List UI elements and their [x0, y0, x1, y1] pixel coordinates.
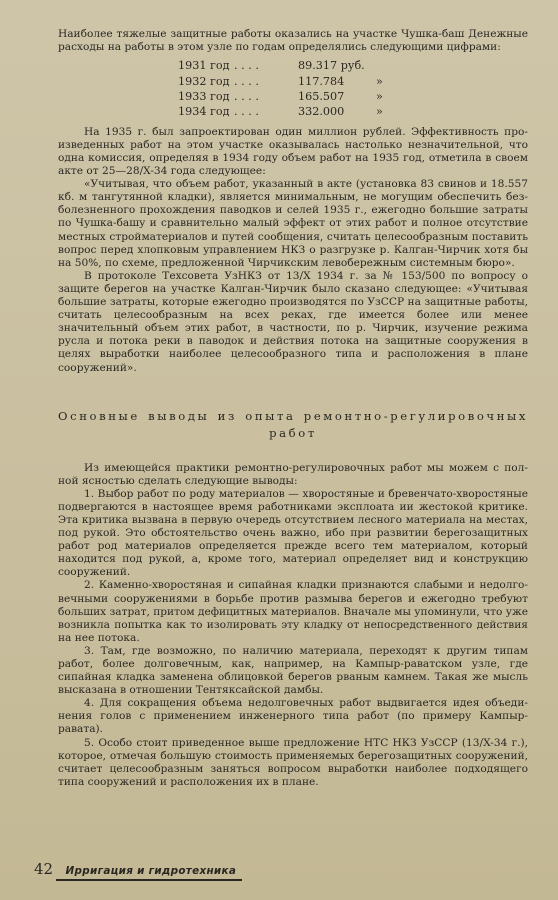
expense-unit: »: [376, 90, 383, 103]
expense-year: 1934 год: [178, 105, 230, 119]
expense-year: 1931 год: [178, 59, 230, 73]
conclusion-item: 3. Там, где возможно, по наличию материала, переходят к другим типам работ, более долговечным, как, например, на Кампыр-раватском узле, где сипайная кладка заменена облицовкой берегов рваным камнем. Такая же мысль высказана в отношении Тентяксайской дамбы.: [58, 644, 528, 697]
expense-row: [178, 89, 528, 104]
leader-dots: . . . .: [234, 74, 259, 88]
expense-value: 165.507: [298, 90, 345, 103]
journal-title: Ирригация и гидротехника: [65, 865, 237, 877]
intro-paragraph: Наиболее тяжелые защитные работы оказались на участке Чушка-баш Денежные расходы на работы в этом узле по годам определялись следующими цифрами:: [58, 28, 528, 54]
expense-unit: »: [376, 74, 383, 88]
conclusion-item: 5. Особо стоит приведенное выше предложение НТС НКЗ УзССР (13/X-34 г.), которое, отмечая большую стоимость применяемых берегозащитных сооружений, считает целесообразным заняться вопросом выработки наиболее подходящего типа сооружений и расположения их в плане.: [58, 736, 528, 788]
expense-value: 117.784: [298, 74, 345, 88]
expense-unit: »: [376, 105, 383, 119]
leader-dots: . . . .: [234, 90, 259, 103]
expense-year: 1933 год: [178, 90, 230, 103]
leader-dots: . . . .: [234, 105, 259, 119]
conclusion-item: 2. Каменно-хворостяная и сипайная кладки признаются слабыми и недолговечными сооружениями в борьбе против размыва берегов и ежегодно требуют больших затрат, притом дефицитных материалов. Вначале мы упоминули, что уже возникла попытка как то изолировать эту кладку от непосредственного действия на нее потока.: [58, 579, 528, 644]
expense-row: [178, 74, 528, 89]
expense-value: 332.000: [298, 105, 345, 119]
paragraph-1935-plan: На 1935 г. был запроектирован один миллион рублей. Эффективность произведенных работ на этом участке оказывалась настолько незначительной, что одна комиссия, определяя в 1934 году объем работ на 1935 год, отметила в своем акте от 25—28/X-34 года следующее:: [58, 125, 528, 178]
expense-value: 89.317 руб.: [298, 59, 365, 73]
conclusion-item: 4. Для сокращения объема недолговечных работ выдвигается идея объединения голов с применением инженерного типа работ (по примеру Кампыр-равата).: [58, 697, 528, 736]
page-number: 42: [34, 860, 54, 878]
page-footer: [34, 860, 236, 878]
section-heading-continued: работ: [269, 425, 317, 440]
expense-row: [178, 58, 528, 73]
commission-quote: «Учитывая, что объем работ, указанный в акте (установка 83 свинов и 18.557 кб. м тангутянной кладки), является минимальным, не могущим обеспечить безболезненного прохождения паводков и селей 1935 г., ежегодно большие затраты по Чушка-башу и сравнительно малый эффект от этих работ и полное отсутствие местных стройматериалов и путей сообщения, считать целесообразным поставить вопрос перед хлопковым управлением НКЗ о разгрузке р. Калган-Чирчик хотя бы на 50%, по схеме, предложенной Чирчикским левобережным системным бюро».: [58, 178, 528, 269]
section-heading: Основные выводы из опыта ремонтно-регулировочных: [58, 408, 528, 423]
yearly-expenses-list: [178, 58, 528, 120]
expense-row: [178, 104, 528, 119]
footer-rule: [56, 879, 242, 881]
conclusions-intro: Из имеющейся практики ремонтно-регулировочных работ мы можем с полной ясностью сделать следующие выводы:: [58, 461, 528, 487]
expense-year: 1932 год: [178, 74, 230, 88]
protocol-paragraph: В протоколе Техсовета УзНКЗ от 13/X 1934 г. за № 153/500 по вопросу о защите берегов на участке Калган-Чирчик было сказано следующее: «Учитывая большие затраты, которые ежегодно производятся по УзССР на защитные работы, считать целесообразным на всех реках, где имеется более или менее значительный объем этих работ, в частности, по р. Чирчик, изучение режима русла и потока реки в паводок и действия потока на защитные сооружения в целях выработки наиболее целесообразного типа и расположения в плане сооружений».: [58, 269, 528, 374]
leader-dots: . . . .: [234, 59, 259, 73]
conclusion-item: 1. Выбор работ по роду материалов — хворостяные и бревенчато-хворостяные подвергаются в настоящее время работниками эксплоата ии жестокой критике. Эта критика вызвана в первую очередь отсутствием лесного материала на местах, под рукой. Это обстоятельство очень важно, ибо при развитии берегозащитных работ род материалов определяется прежде всего тем материалом, который находится под рукой, а, кроме того, материал определяет вид и конструкцию сооружений.: [58, 487, 528, 579]
